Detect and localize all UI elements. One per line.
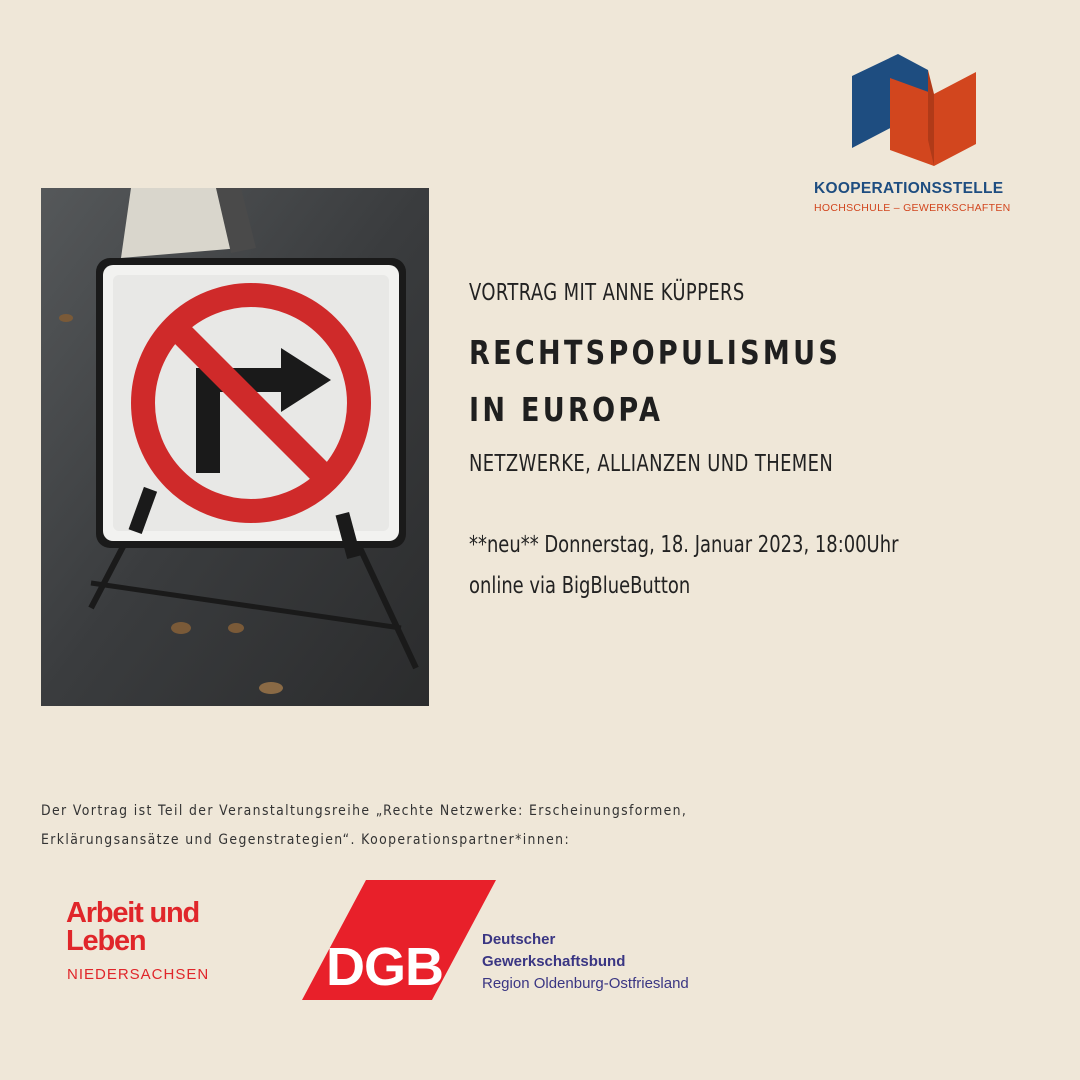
org-title: KOOPERATIONSSTELLE <box>814 180 1004 197</box>
arbeit-und-leben-logo-line-2: Leben <box>66 925 146 957</box>
event-mode: online via BigBlueButton <box>469 573 691 599</box>
event-date: **neu** Donnerstag, 18. Januar 2023, 18:00Uhr <box>469 532 899 558</box>
footer-line-2: Erklärungsansätze und Gegenstrategien“. Kooperationspartner*innen: <box>41 832 571 848</box>
dgb-region: Region Oldenburg-Ostfriesland <box>482 975 689 992</box>
dgb-logo-text: DGB <box>326 937 443 997</box>
event-title-line-1: RECHTSPOPULISMUS <box>469 333 842 372</box>
dgb-logo <box>300 878 498 1002</box>
kooperationsstelle-logo <box>846 48 980 172</box>
arbeit-und-leben-region: NIEDERSACHSEN <box>67 966 210 983</box>
event-photo <box>41 188 429 706</box>
dgb-name-line-2: Gewerkschaftsbund <box>482 953 626 970</box>
no-right-turn-sign-icon <box>41 188 429 706</box>
event-title-line-2: IN EUROPA <box>469 390 664 429</box>
org-subtitle: HOCHSCHULE – GEWERKSCHAFTEN <box>814 202 1011 214</box>
dgb-name-line-1: Deutscher <box>482 931 556 948</box>
arbeit-und-leben-logo-line-1: Arbeit und <box>66 897 199 929</box>
event-subtitle: NETZWERKE, ALLIANZEN UND THEMEN <box>469 451 834 477</box>
speaker-line: VORTRAG MIT ANNE KÜPPERS <box>469 280 745 306</box>
footer-line-1: Der Vortrag ist Teil der Veranstaltungsreihe „Rechte Netzwerke: Erscheinungsformen, <box>41 803 688 819</box>
